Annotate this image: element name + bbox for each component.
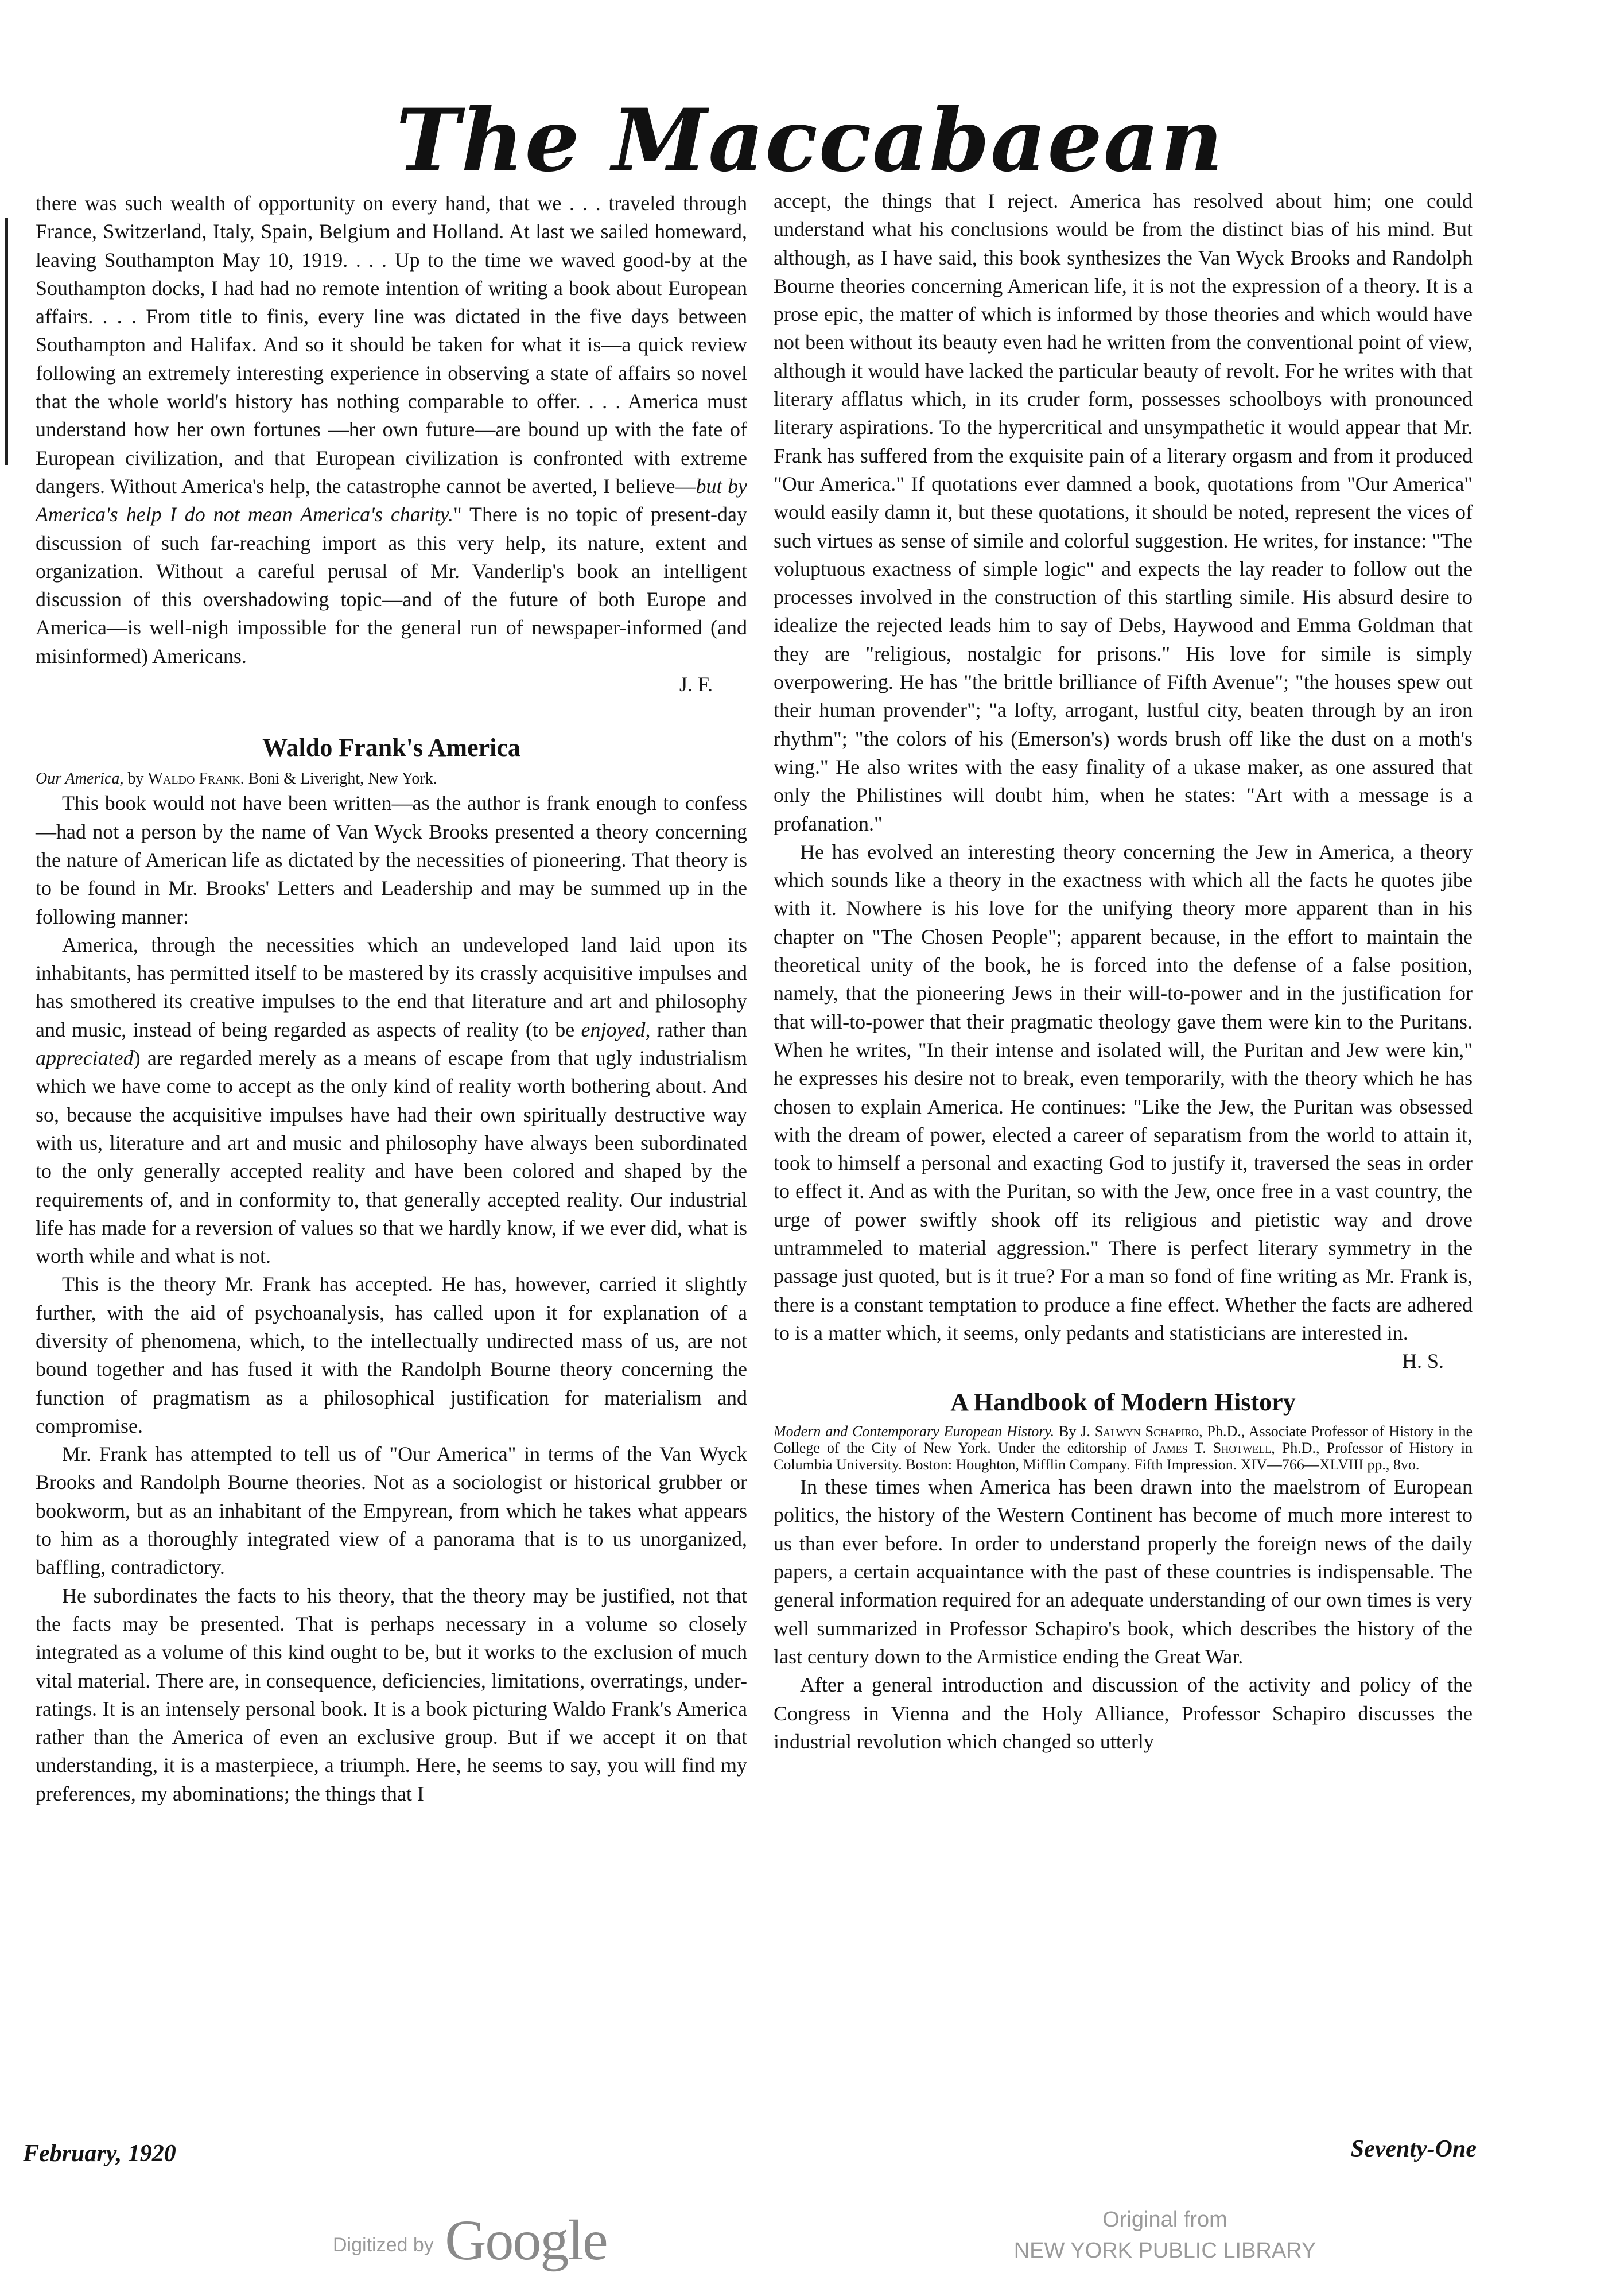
handbook-paragraph-2: After a general introduction and discussion of the activity and policy of the Congress in Vienna and the Holy Alliance, Professor Schapiro discusses the industrial revolution which changed so utterly — [774, 1673, 1473, 1753]
review-publisher: . Boni & Liveright, New York. — [240, 770, 437, 788]
continuation-paragraph — [36, 189, 747, 670]
digitized-by-watermark — [333, 2207, 607, 2273]
p2-text-c: ) are regarded merely as a means of escape from that ugly industrialism which we have come to accept as the only kind of reality worth bothering about. And so, because the acquisitive impulses have had their own spiritually destructive way with us, literature and art and music and philosophy have always been subordinated to the only generally accepted reality and have been colored and shaped by the requirements of, and in conformity to, that generally accepted reality. Our industrial life has made for a reversion of values so that we hardly know, if we ever did, what is worth while and what is not. — [36, 1046, 747, 1268]
source-attribution — [964, 2204, 1366, 2266]
signature-jf: J. F. — [679, 673, 713, 696]
signature-hs: H. S. — [1401, 1349, 1444, 1373]
jew-theory-text: He has evolved an interesting theory concerning the Jew in America, a theory which sounds like a theory in the exactness with which all the facts he quotes jibe with it. Nowhere is his love for the unifying theory more apparent than in his chapter on "The Chosen People"; apparent because, in the effort to maintain the theoretical unity of the book, he is forced into the defense of a false position, namely, that the pioneering Jews in their will-to-power and in the justification for that will-to-power that their pragmatic theology gave them were kin to the Puritans. When he writes, "In their intense and isolated will, the Puritan and Jew were kin," he expresses his desire not to break, even temporarily, with the theory which he has chosen to explain America. He continues: "Like the Jew, the Puritan was obsessed with the dream of power, elected a career of separatism from the world to attain it, took to himself a personal and exacting God to justify it, traversed the seas in order to effect it. And as with the Puritan, so with the Jew, once free in a vast country, the urge of power swiftly shook off its religious and pietistic way and drove untrammeled to material aggression." There is perfect literary symmetry in the passage just quoted, but is it true? For a man so fond of fine writing as Mr. Frank is, there is a constant temptation to produce a fine effect. Whether the facts are adhered to is a matter which, it seems, only pedants and statisticians are interested in. — [774, 840, 1473, 1344]
masthead-title: The Maccabaean — [395, 90, 1225, 191]
handbook-book-title: Modern and Contemporary European History. — [774, 1423, 1055, 1440]
continuation-text-end: " There is no topic of present-day discussion of such far-reaching import as this very help, its nature, extent and organization. Without a careful perusal of Mr. Vanderlip's book an intelligent discussion of this overshadowing topic—and of the future of both Europe and America—is well-nigh impossible for the general run of newspaper-informed (and misinformed) Americans. — [36, 503, 747, 668]
handbook-author: J. Salwyn Schapiro — [1081, 1423, 1199, 1440]
handbook-by: By — [1054, 1423, 1081, 1440]
p2-text-a: America, through the necessities which an undeveloped land laid upon its inhabitants, has permitted itself to be mastered by its crassly acquisitive impulses and has smothered its creative impulses to the end that literature and art and philosophy and music, instead of being regarded as aspects of reality (to be — [36, 933, 747, 1041]
continuation-text: there was such wealth of opportunity on every hand, that we . . . traveled through France, Switzerland, Italy, Spain, Belgium and Holland. At last we sailed homeward, leaving Southampton May 10, 1919. . . . Up to the time we waved good-by at the Southampton docks, I had had no remote intention of writing a book about European affairs. . . . From title to finis, every line was dictated in the five days between Southampton and Halifax. And so it should be taken for what it is—a quick review following an extremely interesting experience in observing a state of affairs so novel that the whole world's history has nothing comparable to offer. . . . America must understand how her own fortunes —her own future—are bound up with the fate of European civilization, and that European civilization is confronted with extreme dangers. Without America's help, the catastrophe cannot be averted, I believe— — [36, 192, 747, 498]
margin-mark — [5, 218, 8, 465]
review-paragraph-5: He subordinates the facts to his theory, that the theory may be justified, not that the facts may be presented. That is perhaps necessary in a volume so closely integrated as a volume of this kind ought to be, but it works to the exclusion of much vital material. There are, in consequence, deficiencies, limitations, overratings, under-ratings. It is an intensely personal book. It is a book picturing Waldo Frank's America rather than the America of even an exclusive group. But if we accept it on that understanding, it is a masterpiece, a triumph. Here, he seems to say, you will find my preferences, my abominations; the things that I — [36, 1584, 747, 1805]
review-by: by — [123, 770, 148, 788]
continuation-emphasis: but by America's help I do not mean America's charity. — [36, 474, 748, 526]
review-title-waldo-frank: Waldo Frank's America — [262, 734, 520, 762]
source-line-library: NEW YORK PUBLIC LIBRARY — [1013, 2239, 1316, 2263]
review-paragraph-2 — [36, 931, 747, 1271]
p2-text-b: rather than — [650, 1018, 747, 1041]
review-book-title: Our America, — [36, 770, 124, 788]
handbook-mid: , Ph.D., Associate Professor of History in the College of the City of New York. Under the editorship of — [774, 1423, 1473, 1457]
review-bibliography-handbook — [774, 1423, 1473, 1473]
footer-date: February, 1920 — [23, 2140, 176, 2167]
review-title-handbook: A Handbook of Modern History — [950, 1388, 1296, 1417]
google-logo: Google — [445, 2208, 607, 2272]
digitized-label: Digitized by — [333, 2234, 434, 2256]
p2-emphasis-enjoyed: enjoyed, — [581, 1018, 651, 1041]
handbook-end: , Ph.D., Professor of History in Columbia University. Boston: Houghton, Mifflin Company. Fifth Impression. XIV—766—XLVIII pp., 8vo. — [774, 1440, 1473, 1473]
source-line-original: Original from — [1102, 2208, 1227, 2232]
review-author: Waldo Frank — [147, 770, 240, 788]
right-column — [774, 187, 1473, 1756]
review-paragraph-1: This book would not have been written—as the author is frank enough to confess—had not a person by the name of Van Wyck Brooks presented a theory concerning the nature of American life as dictated by the necessities of pioneering. That theory is to be found in Mr. Brooks' Letters and Leadership and may be summed up in the following manner: — [36, 792, 747, 928]
handbook-editor: James T. Shotwell — [1153, 1440, 1272, 1457]
left-column — [36, 189, 747, 1808]
handbook-paragraph-1: In these times when America has been drawn into the maelstrom of European politics, the history of the Western Continent has become of much more interest to us than ever before. In order to understand properly the foreign news of the daily papers, a certain acquaintance with the past of these countries is indispensable. The general information required for an adequate understanding of our own times is very well summarized in Professor Schapiro's book, which describes the history of the last century down to the Armistice ending the Great War. — [774, 1475, 1473, 1668]
p2-emphasis-appreciated: appreciated — [36, 1046, 134, 1070]
review-continuation-paragraph: accept, the things that I reject. America has resolved about him; one could understand what his conclusions would be from the distinct bias of his mind. But although, as I have said, this book synthesizes the Van Wyck Brooks and Randolph Bourne theories concerning American life, it is not the expression of a theory. It is a prose epic, the matter of which is informed by those theories and which would have not been without its beauty even had he written from the conventional point of view, although it would have lacked the particular beauty of revolt. For he writes with that literary afflatus which, in its cruder form, possesses schoolboys with pronounced literary aspirations. To the hypercritical and unsympathetic it would appear that Mr. Frank has suffered from the exquisite pain of a literary orgasm and from it produced "Our America." If quotations ever damned a book, quotations from "Our America" would easily damn it, but these quotations, it should be noted, represent the vices of such virtues as sense of simile and colorful suggestion. He writes, for instance: "The voluptuous exactness of simple logic" and expects the lay reader to follow out the processes involved in the construction of this startling simile. His absurd desire to idealize the rejected leads him to say of Debs, Haywood and Emma Goldman that they are "religious, nostalgic for prisons." His love for simile is simply overpowering. He has "the brittle brilliance of Fifth Avenue"; "the houses spew out their human provender"; "a lofty, arrogant, lustful city, beaten through by an iron rhythm"; "the colors of his (Emerson's) words brush off like the dust on a moth's wing." He also writes with the easy finality of a ukase maker, as one assured that only the Philistines will doubt him, when he states: "Art with a message is a profanation." — [774, 189, 1473, 835]
review-bibliography — [36, 769, 747, 789]
footer-page-number: Seventy-One — [1350, 2136, 1477, 2162]
review-paragraph-4: Mr. Frank has attempted to tell us of "Our America" in terms of the Van Wyck Brooks and Randolph Bourne theories. Not as a sociologist or historical grubber or bookworm, but as an inhabitant of the Empyrean, from which he takes what appears to him as a thoroughly integrated view of a panorama that is to us unorganized, baffling, contradictory. — [36, 1442, 747, 1579]
review-paragraph-jew-theory — [774, 838, 1473, 1373]
review-paragraph-3: This is the theory Mr. Frank has accepted. He has, however, carried it slightly further, with the aid of psychoanalysis, has called upon it for explanation of a diversity of phenomena, which, to the intellectually undirected mass of us, are not bound together and has fused it with the Randolph Bourne theory concerning the function of pragmatism as a philosophical justification for materialism and compromise. — [36, 1273, 747, 1437]
